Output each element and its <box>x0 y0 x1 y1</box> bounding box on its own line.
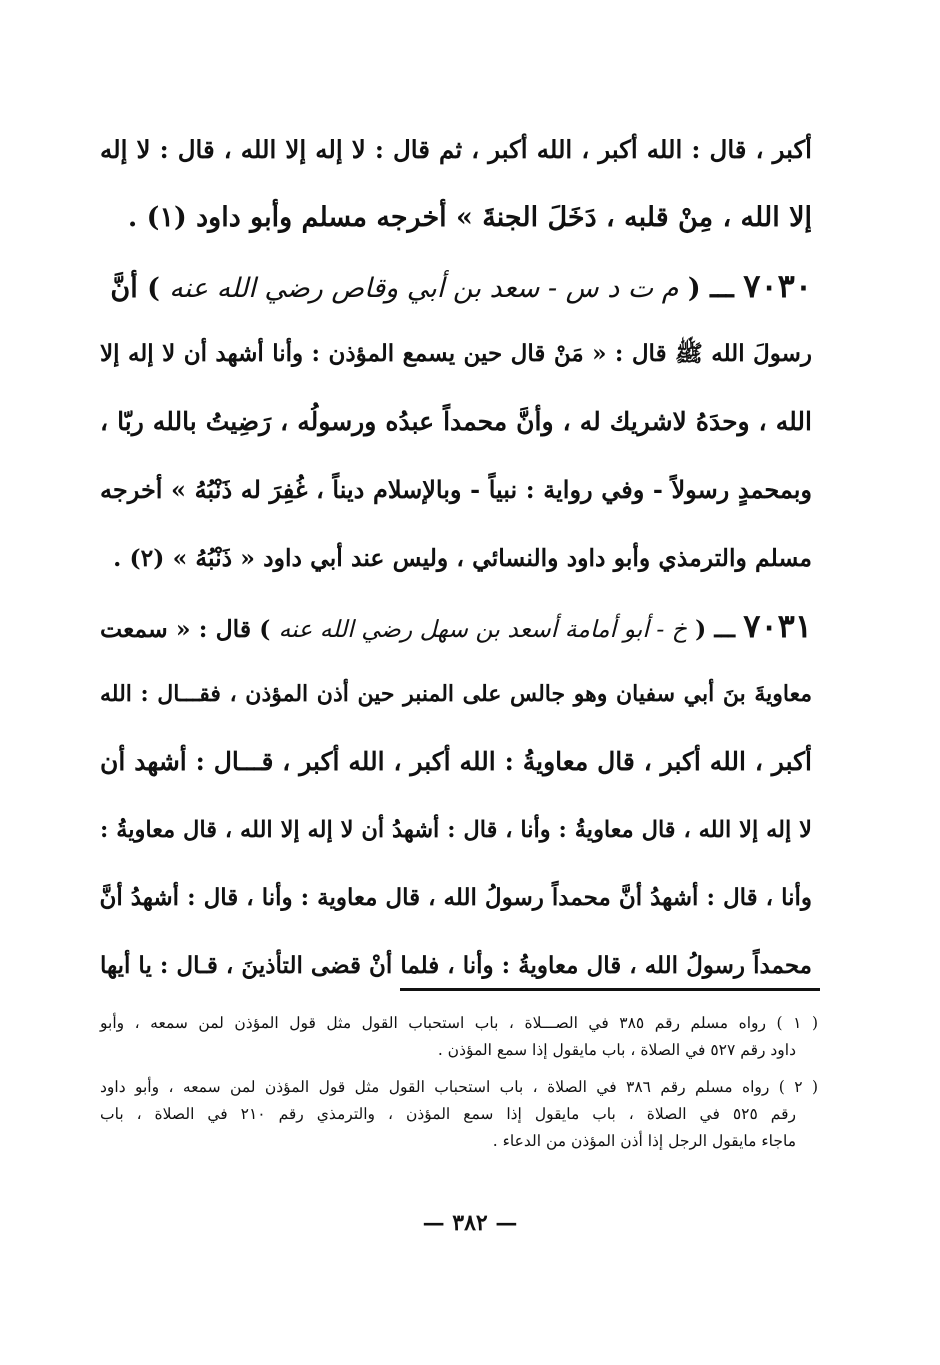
hadith-dash: ـــ <box>714 615 736 643</box>
hadith-number: ٧٠٣٠ <box>743 267 812 305</box>
page-number: — ٣٨٢ — <box>422 1210 518 1236</box>
chain-open-paren: ( <box>687 273 701 304</box>
footnote-line: ( ٢ ) رواه مسلم رقم ٣٨٦ في الصلاة ، باب استحباب القول مثل قول المؤذن لمن سمعه ، وأبو داود <box>100 1078 818 1096</box>
hadith-opening: قال : « سمعت <box>100 615 252 643</box>
main-text <box>100 120 812 1004</box>
chain-close-paren: ) <box>259 615 271 643</box>
footnote-line: ماجاء مايقول الرجل إذا أذن المؤذن من الدعاء . <box>492 1132 796 1150</box>
footnote-line: ( ١ ) رواه مسلم رقم ٣٨٥ في الصـــلاة ، باب استحباب القول مثل قول المؤذن لمن سمعه ، وأبو <box>100 1014 818 1032</box>
text-line: رسولَ الله ﷺ قال : « مَنْ قال حين يسمع المؤذن : وأنا أشهد أن لا إله إلا <box>100 340 812 367</box>
footnote-line: داود رقم ٥٢٧ في الصلاة ، باب مايقول إذا سمع المؤذن . <box>437 1041 796 1059</box>
text-line: لا إله إلا الله ، قال معاويةُ : وأنا ، قال : أشهدُ أن لا إله إلا الله ، قال معاويةُ : <box>100 817 812 843</box>
text-line: إلا الله ، مِنْ قلبه ، دَخَلَ الجنةَ » أخرجه مسلم وأبو داود (١) . <box>127 202 812 233</box>
footnote-line: رقم ٥٢٥ في الصلاة ، باب مايقول إذا سمع المؤذن ، والترمذي رقم ٢١٠ في الصلاة ، باب <box>100 1105 796 1123</box>
text-line: محمداً رسولُ الله ، قال معاويةُ : وأنا ، فلما أنْ قضى التأذينَ ، قـال : يا أيها <box>100 952 813 979</box>
narrator-chain: خ - أبو أمامة أسعد بن سهل رضي الله عنه <box>278 615 687 643</box>
narrator-chain: م ت د س - سعد بن أبي وقاص رضي الله عنه <box>169 273 679 304</box>
text-line: وبمحمدٍ رسولاً - وفي رواية : نبياً - وبالإسلام ديناً ، غُفِرَ له ذَنْبُهُ » أخرجه <box>100 475 812 504</box>
text-line: أكبر ، قال : الله أكبر ، الله أكبر ، ثم قال : لا إله إلا الله ، قال : لا إله <box>100 135 812 164</box>
hadith-dash: ـــ <box>710 273 734 304</box>
footnote-spacer <box>100 1064 818 1074</box>
footnote-divider <box>400 988 820 991</box>
text-line: معاويةَ بنَ أبي سفيان وهو جالس على المنبر حين أذن المؤذن ، فقـــال : الله <box>100 681 812 707</box>
text-line: وأنا ، قال : أشهدُ أنَّ محمداً رسولُ الله ، قال معاوية : وأنا ، قال : أشهدُ أنَّ <box>99 884 812 911</box>
chain-close-paren: ) <box>147 273 160 304</box>
text-line: الله ، وحدَهُ لاشريك له ، وأنَّ محمداً عبدُه ورسولُه ، رَضِيتُ بالله ربّا ، <box>100 407 812 436</box>
hadith-opening: أنَّ <box>110 273 138 304</box>
text-line: أكبر ، الله أكبر ، قال معاويةُ : الله أكبر ، الله أكبر ، قـــال : أشهد أن <box>100 747 812 776</box>
footnotes <box>100 1010 818 1155</box>
hadith-heading-7031 <box>100 596 812 664</box>
hadith-number: ٧٠٣١ <box>743 607 812 645</box>
chain-open-paren: ( <box>695 615 707 643</box>
text-line: مسلم والترمذي وأبو داود والنسائي ، وليس عند أبي داود « ذَنْبُهُ » (٢) . <box>113 544 812 572</box>
hadith-heading-7030 <box>100 256 812 324</box>
